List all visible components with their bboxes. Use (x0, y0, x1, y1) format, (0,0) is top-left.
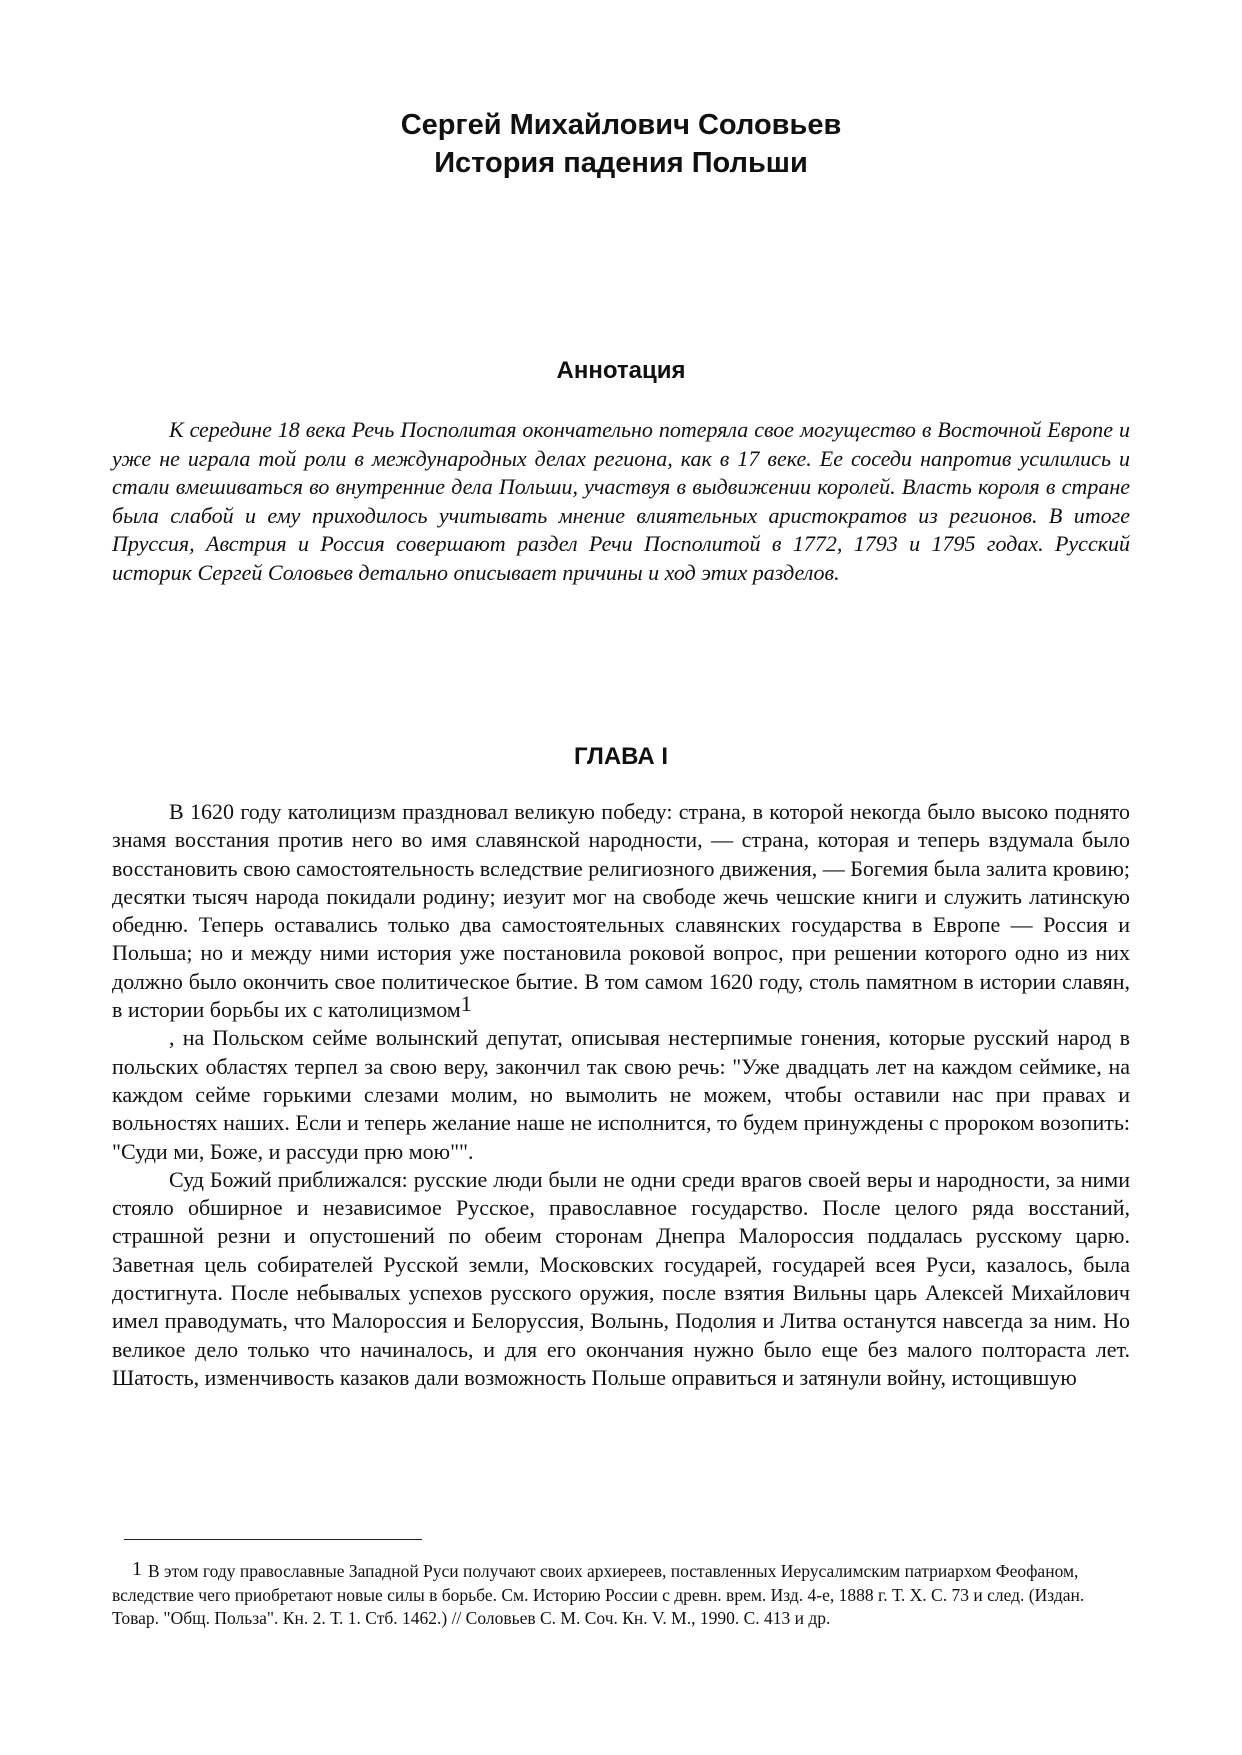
annotation-heading: Аннотация (556, 357, 686, 384)
paragraph-text: В 1620 году католицизм праздновал великую победу: страна, в которой некогда было высоко поднято знамя восстания против него во имя славянской народности, — страна, которая и теперь вздумала было восстановить свою самостоятельность вследствие религиозного движения, — Богемия была залита кровию; десятки тысяч народа покидали родину; иезуит мог на свободе жечь чешские книги и служить латинскую обедню. Теперь оставались только два самостоятельных славянских государства в Европе — Россия и Польша; но и между ними история уже постановила роковой вопрос, при решении которого одно из них должно было окончить свое политическое бытие. В том самом 1620 году, столь памятном в истории славян, в истории борьбы их с католицизмом (112, 799, 1130, 1023)
footnote-separator (124, 1539, 422, 1540)
chapter-body (112, 798, 1130, 1392)
author-name: Сергей Михайлович Соловьев (400, 109, 842, 141)
footnote-number: 1 (132, 1558, 142, 1580)
work-title: История падения Польши (434, 147, 808, 179)
annotation-text: К середине 18 века Речь Посполитая окончательно потеряла свое могущество в Восточной Европе и уже не играла той роли в международных делах региона, как в 17 веке. Ее соседи напротив усилились и стали вмешиваться во внутренние дела Польши, участвуя в выдвижении королей. Власть короля в стране была слабой и ему приходилось учитывать мнение влиятельных аристократов из регионов. В итоге Пруссия, Австрия и Россия совершают раздел Речи Посполитой в 1772, 1793 и 1795 годах. Русский историк Сергей Соловьев детально описывает причины и ход этих разделов. (112, 417, 1130, 585)
chapter-heading: ГЛАВА I (574, 743, 668, 770)
footnote-text: В этом году православные Западной Руси получают своих архиереев, поставленных Иерусалимским патриархом Феофаном, вследствие чего приобретают новые силы в борьбе. См. Историю России с древн. врем. Изд. 4-е, 1888 г. Т. X. С. 73 и след. (Издан. Товар. "Общ. Польза". Кн. 2. Т. 1. Стб. 1462.) // Соловьев С. М. Соч. Кн. V. М., 1990. С. 413 и др. (112, 1561, 1085, 1628)
footnote (112, 1558, 1130, 1631)
annotation-block (112, 416, 1130, 588)
chapter-paragraph: Суд Божий приближался: русские люди были не одни среди врагов своей веры и народности, за ними стояло обширное и независимое Русское, православное государство. После целого ряда восстаний, страшной резни и опустошений по обеим сторонам Днепра Малороссия поддалась русскому царю. Заветная цель собирателей Русской земли, Московских государей, государей всея Руси, казалось, была достигнута. После небывалых успехов русского оружия, после взятия Вильны царь Алексей Михайлович имел праводумать, что Малороссия и Белоруссия, Волынь, Подолия и Литва останутся навсегда за ним. Но великое дело только что начиналось, и для его окончания нужно было еще без малого полтораста лет. Шатость, изменчивость казаков дали возможность Польше оправиться и затянули войну, истощившую (112, 1166, 1130, 1390)
chapter-paragraph (112, 798, 1130, 1024)
footnote-reference[interactable]: 1 (460, 991, 472, 1017)
book-title (0, 106, 1242, 182)
chapter-paragraph-continuation: , на Польском сейме волынский депутат, описывая нестерпимые гонения, которые русский народ в польских областях терпел за свою веру, закончил так свою речь: "Уже двадцать лет на каждом сеймике, на каждом сейме горькими слезами молим, но вымолить не можем, чтобы оставили нас при правах и вольностях наших. Если и теперь желание наше не исполнится, то будем принуждены с пророком возопить: "Суди ми, Боже, и рассуди прю мою"". (112, 1025, 1130, 1164)
